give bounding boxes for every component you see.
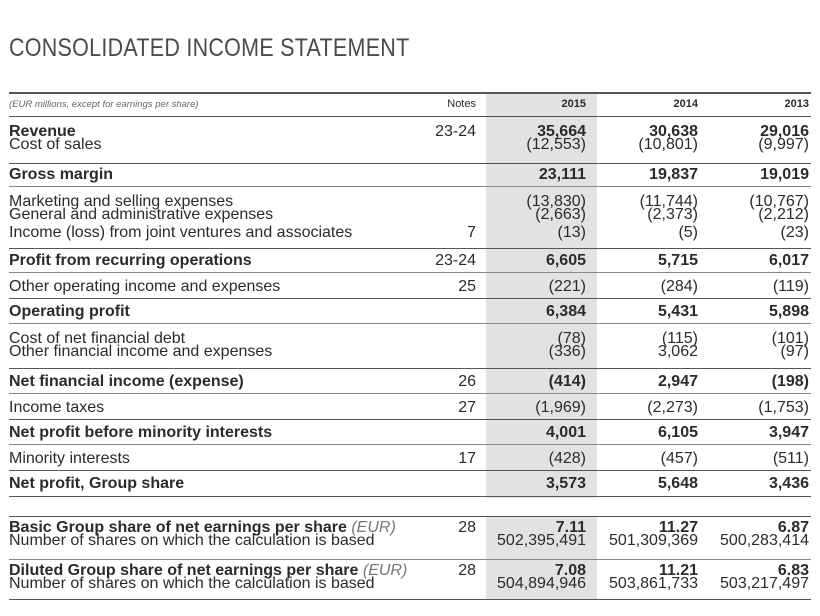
row-label: General and administrative expenses [9, 206, 274, 223]
row-2014: 5,648 [657, 475, 698, 492]
table-row [9, 375, 811, 388]
row-2014: 501,309,369 [609, 532, 698, 549]
row-label: Revenue [9, 123, 76, 140]
eps-top-rule [9, 516, 811, 517]
table-row [9, 534, 811, 547]
income-taxes-group [9, 401, 811, 414]
row-notes: 23-24 [435, 252, 476, 269]
table-row [9, 401, 811, 414]
row-rule [9, 444, 811, 445]
table-top-rule [9, 92, 811, 94]
row-label: Number of shares on which the calculation is based [9, 575, 375, 592]
row-2014: 6,105 [657, 424, 698, 441]
row-2014: (10,801) [638, 136, 698, 153]
row-2015: (12,553) [526, 136, 586, 153]
row-label: Minority interests [9, 450, 130, 467]
row-label: Cost of sales [9, 136, 102, 153]
row-label: Marketing and selling expenses [9, 193, 234, 210]
table-bottom-rule [9, 599, 811, 600]
row-2014: (2,373) [647, 206, 698, 223]
row-label: Income (loss) from joint ventures and associates [9, 224, 353, 241]
header-caption: (EUR millions, except for earnings per share) [9, 99, 199, 110]
table-row [9, 452, 811, 465]
row-2015: 502,395,491 [497, 532, 586, 549]
row-2013: (511) [772, 450, 809, 467]
table-row [9, 305, 811, 318]
diluted-eps-unit: (EUR) [362, 562, 408, 579]
row-2013: 5,898 [768, 303, 809, 320]
row-2014: 3,062 [657, 343, 698, 360]
row-2014: 5,431 [657, 303, 698, 320]
financial-group [9, 332, 811, 358]
net-before-minority-group [9, 426, 811, 439]
row-label: Net profit, Group share [9, 475, 185, 492]
row-notes: 28 [458, 562, 476, 579]
row-label: Cost of net financial debt [9, 330, 186, 347]
row-rule [9, 248, 811, 249]
row-2014: (115) [661, 330, 698, 347]
table-row [9, 254, 811, 267]
row-2013: (1,753) [758, 399, 809, 416]
row-2015: 6,605 [545, 252, 586, 269]
diluted-eps-group [9, 564, 811, 590]
row-2015: (428) [548, 450, 586, 467]
minority-group [9, 452, 811, 465]
row-2015: 4,001 [545, 424, 586, 441]
row-notes: 25 [458, 278, 476, 295]
header-2015: 2015 [561, 98, 586, 110]
row-label: Other operating income and expenses [9, 278, 281, 295]
row-2014: 2,947 [657, 373, 698, 390]
row-2014: 11.21 [658, 562, 698, 579]
row-2013: (9,997) [758, 136, 809, 153]
expenses-group [9, 195, 811, 239]
other-operating-group [9, 280, 811, 293]
gross-margin-group [9, 168, 811, 181]
row-label: Net financial income (expense) [9, 373, 244, 390]
page-title: CONSOLIDATED INCOME STATEMENT [9, 34, 410, 62]
row-2015: 3,573 [545, 475, 586, 492]
row-label: Income taxes [9, 399, 105, 416]
row-2013: (97) [780, 343, 809, 360]
row-2015: (1,969) [535, 399, 586, 416]
row-2014: 30,638 [649, 123, 698, 140]
table-row [9, 168, 811, 181]
revenue-group [9, 125, 811, 151]
row-label: Profit from recurring operations [9, 252, 252, 269]
header-2013: 2013 [784, 98, 809, 110]
row-label: Net profit before minority interests [9, 424, 273, 441]
header-2014: 2014 [673, 98, 698, 110]
row-2014: (284) [660, 278, 698, 295]
net-financial-group [9, 375, 811, 388]
row-2014: 11.27 [658, 519, 698, 536]
row-2014: (11,744) [639, 193, 698, 210]
table-row [9, 345, 811, 358]
row-2015: 6,384 [545, 303, 586, 320]
table-row [9, 577, 811, 590]
row-2015: (78) [557, 330, 586, 347]
row-2013: 6.83 [777, 562, 809, 579]
row-rule [9, 496, 811, 497]
profit-recurring-group [9, 254, 811, 267]
row-2015: 7.11 [555, 519, 586, 536]
row-2015: 504,894,946 [497, 575, 586, 592]
basic-eps-unit: (EUR) [351, 519, 396, 536]
row-2014: (5) [678, 224, 698, 241]
diluted-eps-label: Diluted Group share of net earnings per share [9, 562, 359, 579]
row-2015: (13,830) [526, 193, 586, 210]
row-notes: 7 [467, 224, 476, 241]
row-2013: 6,017 [768, 252, 809, 269]
row-2015: 35,664 [537, 123, 586, 140]
header-rule [9, 116, 811, 117]
row-2013: 3,947 [768, 424, 809, 441]
row-rule [9, 470, 811, 471]
row-2015: 7.08 [554, 562, 586, 579]
row-label: Operating profit [9, 303, 130, 320]
header-notes: Notes [447, 98, 476, 110]
row-2015: (221) [548, 278, 586, 295]
row-2014: 503,861,733 [609, 575, 698, 592]
row-rule [9, 186, 811, 187]
row-2013: 19,019 [760, 166, 809, 183]
table-row [9, 426, 811, 439]
row-rule [9, 393, 811, 394]
net-group-share-group [9, 477, 811, 490]
row-2014: 19,837 [649, 166, 698, 183]
operating-profit-group [9, 305, 811, 318]
row-2015: (414) [548, 373, 586, 390]
row-notes: 23-24 [435, 123, 476, 140]
row-rule [9, 323, 811, 324]
row-rule [9, 419, 811, 420]
row-label: Other financial income and expenses [9, 343, 273, 360]
table-row [9, 280, 811, 293]
basic-eps-label: Basic Group share of net earnings per share [9, 519, 347, 536]
table-row [9, 138, 811, 151]
table-row [9, 208, 811, 221]
row-2013: 6.87 [777, 519, 809, 536]
row-2013: (119) [772, 278, 809, 295]
row-2013: (101) [771, 330, 809, 347]
row-2013: (2,212) [758, 206, 809, 223]
row-2014: 5,715 [657, 252, 698, 269]
row-2015: (2,663) [535, 206, 586, 223]
row-notes: 28 [458, 519, 476, 536]
row-2013: 3,436 [768, 475, 809, 492]
row-2015: 23,111 [538, 166, 586, 183]
row-2015: (336) [548, 343, 586, 360]
row-rule [9, 559, 811, 560]
row-label: Gross margin [9, 166, 114, 183]
table-header [9, 98, 811, 111]
basic-eps-group [9, 521, 811, 547]
table-row [9, 226, 811, 239]
row-2013: 503,217,497 [720, 575, 809, 592]
row-2013: 500,283,414 [720, 532, 809, 549]
row-notes: 17 [458, 450, 476, 467]
row-rule [9, 272, 811, 273]
row-2013: 29,016 [760, 123, 809, 140]
row-2014: (2,273) [647, 399, 698, 416]
row-2013: (10,767) [749, 193, 809, 210]
row-2015: (13) [557, 224, 586, 241]
row-2013: (23) [780, 224, 809, 241]
row-notes: 26 [458, 373, 476, 390]
table-row [9, 477, 811, 490]
row-notes: 27 [458, 399, 476, 416]
row-rule [9, 298, 811, 299]
row-rule [9, 368, 811, 369]
row-2014: (457) [660, 450, 698, 467]
row-2013: (198) [771, 373, 809, 390]
row-label: Number of shares on which the calculation is based [9, 532, 375, 549]
row-rule [9, 163, 811, 164]
